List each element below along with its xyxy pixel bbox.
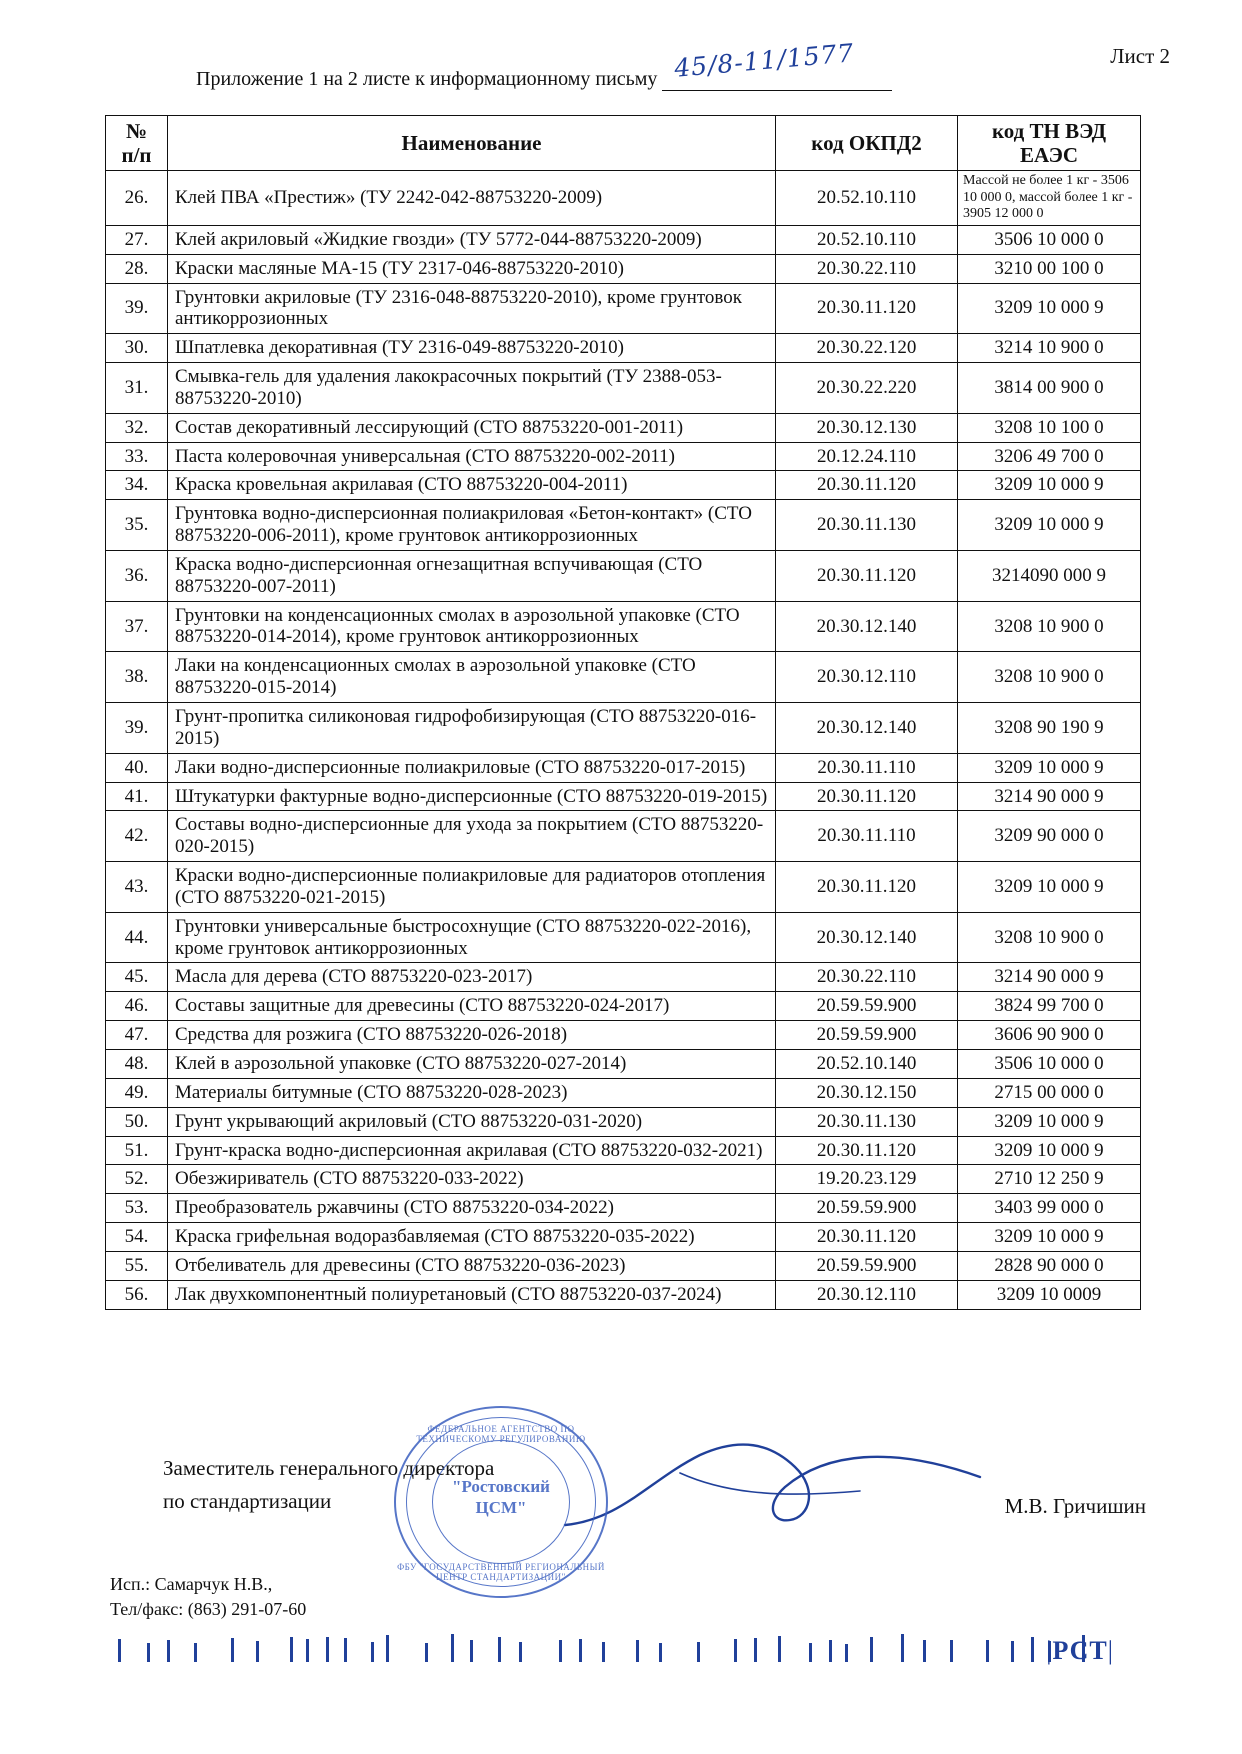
row-product-name: Грунтовки на конденсационных смолах в аэрозольной упаковке (СТО 88753220-014-2014), кроме грунтовок антикоррозионных [168,601,776,652]
row-number: 43. [106,862,168,913]
rst-logo-text: РСТ [1052,1636,1108,1665]
column-header-name: Наименование [168,116,776,171]
handwritten-signature [560,1425,1030,1545]
barcode-bar [344,1638,347,1662]
row-product-name: Отбеливатель для древесины (СТО 88753220-036-2023) [168,1251,776,1280]
barcode-bar [950,1640,953,1662]
row-number: 38. [106,652,168,703]
row-tnved-code: 3506 10 000 0 [958,225,1141,254]
row-tnved-code: 3209 10 000 9 [958,1136,1141,1165]
row-product-name: Клей в аэрозольной упаковке (СТО 88753220-027-2014) [168,1049,776,1078]
row-number: 42. [106,811,168,862]
row-number: 44. [106,912,168,963]
row-number: 50. [106,1107,168,1136]
row-number: 35. [106,500,168,551]
barcode-bar [290,1637,293,1662]
stamp-arc-top-text: ФЕДЕРАЛЬНОЕ АГЕНТСТВО ПО ТЕХНИЧЕСКОМУ РЕГУЛИРОВАНИЮ [416,1424,586,1444]
column-header-number [106,116,168,171]
table-row [106,782,1141,811]
row-product-name: Клей акриловый «Жидкие гвозди» (ТУ 5772-044-88753220-2009) [168,225,776,254]
table-header-row [106,116,1141,171]
barcode-bar [901,1634,904,1662]
row-tnved-code: 3209 90 000 0 [958,811,1141,862]
barcode-bar [1011,1641,1014,1662]
table-row [106,500,1141,551]
table-row [106,652,1141,703]
table-row [106,550,1141,601]
row-tnved-code: 3824 99 700 0 [958,992,1141,1021]
row-product-name: Грунтовки универсальные быстросохнущие (СТО 88753220-022-2016), кроме грунтовок антикоррозионных [168,912,776,963]
barcode-bar [118,1639,121,1662]
table-row [106,1223,1141,1252]
row-product-name: Масла для дерева (СТО 88753220-023-2017) [168,963,776,992]
row-product-name: Грунт-пропитка силиконовая гидрофобизирующая (СТО 88753220-016-2015) [168,703,776,754]
row-number: 27. [106,225,168,254]
row-product-name: Средства для розжига (СТО 88753220-026-2018) [168,1021,776,1050]
signature-position [163,1452,494,1517]
row-product-name: Грунт укрывающий акриловый (СТО 88753220-031-2020) [168,1107,776,1136]
row-tnved-code: Массой не более 1 кг - 3506 10 000 0, массой более 1 кг - 3905 12 000 0 [958,171,1141,226]
barcode-bar [194,1643,197,1662]
row-okpd-code: 20.59.59.900 [776,1021,958,1050]
row-number: 47. [106,1021,168,1050]
column-header-tnved-line2: ЕАЭС [1019,143,1079,168]
row-tnved-code: 3209 10 000 9 [958,862,1141,913]
row-number: 30. [106,334,168,363]
barcode-bar [829,1640,832,1663]
row-okpd-code: 20.30.11.130 [776,1107,958,1136]
barcode-bar [306,1639,309,1662]
row-tnved-code: 2710 12 250 9 [958,1165,1141,1194]
table-row [106,363,1141,414]
table-row [106,601,1141,652]
row-number: 41. [106,782,168,811]
stamp-center-line2: ЦСМ" [475,1498,527,1518]
row-tnved-code: 3208 10 900 0 [958,601,1141,652]
row-okpd-code: 20.30.11.110 [776,753,958,782]
row-okpd-code: 20.30.12.110 [776,1280,958,1309]
table-row [106,811,1141,862]
row-product-name: Клей ПВА «Престиж» (ТУ 2242-042-88753220-2009) [168,171,776,226]
barcode-bar [870,1637,873,1662]
row-okpd-code: 20.30.12.140 [776,912,958,963]
row-tnved-code: 3206 49 700 0 [958,442,1141,471]
column-header-number-line2: п/п [121,143,152,168]
row-number: 34. [106,471,168,500]
row-tnved-code: 3814 00 900 0 [958,363,1141,414]
header-text: Приложение 1 на 2 листе к информационному письму [196,68,658,90]
barcode-bar [231,1638,234,1662]
table-row [106,254,1141,283]
row-okpd-code: 20.52.10.110 [776,171,958,226]
signature-position-line2: по стандартизации [163,1488,332,1513]
table-row [106,171,1141,226]
row-number: 56. [106,1280,168,1309]
row-okpd-code: 20.52.10.110 [776,225,958,254]
row-okpd-code: 20.30.11.130 [776,500,958,551]
rst-logo [1046,1636,1114,1666]
row-product-name: Шпатлевка декоративная (ТУ 2316-049-88753220-2010) [168,334,776,363]
row-product-name: Преобразователь ржавчины (СТО 88753220-034-2022) [168,1194,776,1223]
row-okpd-code: 20.30.12.130 [776,413,958,442]
table-row [106,1280,1141,1309]
row-product-name: Лаки водно-дисперсионные полиакриловые (СТО 88753220-017-2015) [168,753,776,782]
row-product-name: Смывка-гель для удаления лакокрасочных покрытий (ТУ 2388-053-88753220-2010) [168,363,776,414]
row-tnved-code: 3208 10 100 0 [958,413,1141,442]
barcode-bar [451,1634,454,1662]
row-tnved-code: 3209 10 000 9 [958,500,1141,551]
row-number: 45. [106,963,168,992]
header-underline [662,38,892,91]
barcode-bar [386,1635,389,1662]
row-tnved-code: 3209 10 000 9 [958,471,1141,500]
phone-line: Тел/факс: (863) 291-07-60 [110,1599,307,1620]
row-tnved-code: 3209 10 000 9 [958,1107,1141,1136]
row-okpd-code: 19.20.23.129 [776,1165,958,1194]
barcode-bar [519,1642,522,1662]
row-tnved-code: 3606 90 900 0 [958,1021,1141,1050]
column-header-tnved-line1: код ТН ВЭД [991,119,1107,143]
row-number: 55. [106,1251,168,1280]
row-number: 39. [106,283,168,334]
barcode-bar [809,1643,812,1662]
row-number: 33. [106,442,168,471]
barcode-bar [559,1640,562,1662]
table-row [106,225,1141,254]
row-product-name: Лак двухкомпонентный полиуретановый (СТО 88753220-037-2024) [168,1280,776,1309]
row-product-name: Грунтовки акриловые (ТУ 2316-048-88753220-2010), кроме грунтовок антикоррозионных [168,283,776,334]
row-number: 54. [106,1223,168,1252]
row-product-name: Краска грифельная водоразбавляемая (СТО 88753220-035-2022) [168,1223,776,1252]
row-product-name: Состав декоративный лессирующий (СТО 88753220-001-2011) [168,413,776,442]
row-number: 53. [106,1194,168,1223]
barcode-bar [923,1640,926,1662]
row-tnved-code: 3208 90 190 9 [958,703,1141,754]
barcode-bar [256,1641,259,1662]
table-row [106,1107,1141,1136]
table-row [106,471,1141,500]
row-number: 28. [106,254,168,283]
document-header [196,38,892,91]
row-tnved-code: 3208 10 900 0 [958,912,1141,963]
executor-line: Исп.: Самарчук Н.В., [110,1574,273,1594]
row-okpd-code: 20.30.12.110 [776,652,958,703]
barcode-bar [754,1638,757,1662]
table-row [106,862,1141,913]
handwritten-reference-number: 45/8-11/1577 [673,38,856,83]
column-header-tnved [958,116,1141,171]
table-row [106,1165,1141,1194]
row-tnved-code: 3214090 000 9 [958,550,1141,601]
row-product-name: Составы защитные для древесины (СТО 88753220-024-2017) [168,992,776,1021]
row-okpd-code: 20.30.11.120 [776,782,958,811]
row-okpd-code: 20.59.59.900 [776,1194,958,1223]
barcode-bar [167,1640,170,1662]
row-number: 32. [106,413,168,442]
table-row [106,963,1141,992]
row-product-name: Штукатурки фактурные водно-дисперсионные (СТО 88753220-019-2015) [168,782,776,811]
row-okpd-code: 20.59.59.900 [776,1251,958,1280]
row-okpd-code: 20.30.11.110 [776,811,958,862]
row-number: 39. [106,703,168,754]
sheet-label: Лист 2 [1110,44,1170,68]
barcode-bar [579,1639,582,1662]
row-number: 51. [106,1136,168,1165]
barcode-bar [636,1640,639,1662]
barcode-bar [1031,1637,1034,1662]
row-okpd-code: 20.30.11.120 [776,471,958,500]
row-tnved-code: 3214 10 900 0 [958,334,1141,363]
barcode-bar [326,1637,329,1662]
barcode-bar [986,1640,989,1663]
row-okpd-code: 20.30.22.220 [776,363,958,414]
row-product-name: Обезжириватель (СТО 88753220-033-2022) [168,1165,776,1194]
barcode-bar [425,1643,428,1662]
row-tnved-code: 3403 99 000 0 [958,1194,1141,1223]
barcode-bar [147,1643,150,1662]
signature-position-line1: Заместитель генерального директора [163,1456,495,1480]
row-number: 52. [106,1165,168,1194]
table-row [106,1136,1141,1165]
row-number: 48. [106,1049,168,1078]
row-product-name: Материалы битумные (СТО 88753220-028-2023) [168,1078,776,1107]
row-number: 37. [106,601,168,652]
signature-name: М.В. Гричишин [1004,1494,1146,1518]
table-row [106,912,1141,963]
row-okpd-code: 20.30.11.120 [776,1223,958,1252]
barcode-bar [470,1640,473,1662]
table-row [106,1251,1141,1280]
row-product-name: Краски водно-дисперсионные полиакриловые для радиаторов отопления (СТО 88753220-021-2015) [168,862,776,913]
rst-bracket-right: | [1107,1636,1114,1665]
row-product-name: Лаки на конденсационных смолах в аэрозольной упаковке (СТО 88753220-015-2014) [168,652,776,703]
row-tnved-code: 3209 10 0009 [958,1280,1141,1309]
table-row [106,283,1141,334]
table-row [106,413,1141,442]
footer-barcode [118,1632,1118,1662]
row-okpd-code: 20.59.59.900 [776,992,958,1021]
barcode-bar [697,1642,700,1662]
row-tnved-code: 3506 10 000 0 [958,1049,1141,1078]
row-number: 26. [106,171,168,226]
row-tnved-code: 2828 90 000 0 [958,1251,1141,1280]
row-tnved-code: 2715 00 000 0 [958,1078,1141,1107]
row-okpd-code: 20.30.11.120 [776,283,958,334]
row-okpd-code: 20.12.24.110 [776,442,958,471]
barcode-bar [845,1644,848,1662]
barcode-bar [371,1642,374,1662]
row-tnved-code: 3214 90 000 9 [958,963,1141,992]
table-row [106,1049,1141,1078]
row-okpd-code: 20.30.11.120 [776,550,958,601]
row-number: 31. [106,363,168,414]
barcode-bar [602,1642,605,1662]
barcode-bar [778,1636,781,1662]
stamp-arc-bottom-text: ФБУ "ГОСУДАРСТВЕННЫЙ РЕГИОНАЛЬНЫЙ ЦЕНТР СТАНДАРТИЗАЦИИ" [397,1562,605,1582]
table-row [106,703,1141,754]
row-tnved-code: 3209 10 000 9 [958,1223,1141,1252]
row-okpd-code: 20.30.22.110 [776,254,958,283]
row-product-name: Краска водно-дисперсионная огнезащитная вспучивающая (СТО 88753220-007-2011) [168,550,776,601]
products-table [105,115,1141,1310]
table-row [106,992,1141,1021]
row-tnved-code: 3210 00 100 0 [958,254,1141,283]
column-header-number-line1: № [125,119,148,143]
table-row [106,1021,1141,1050]
row-product-name: Паста колеровочная универсальная (СТО 88753220-002-2011) [168,442,776,471]
column-header-okpd: код ОКПД2 [776,116,958,171]
row-okpd-code: 20.30.12.150 [776,1078,958,1107]
row-product-name: Составы водно-дисперсионные для ухода за покрытием (СТО 88753220-020-2015) [168,811,776,862]
row-product-name: Грунтовка водно-дисперсионная полиакриловая «Бетон-контакт» (СТО 88753220-006-2011), кроме грунтовок антикоррозионных [168,500,776,551]
row-number: 36. [106,550,168,601]
row-okpd-code: 20.30.12.140 [776,601,958,652]
row-number: 40. [106,753,168,782]
row-tnved-code: 3208 10 900 0 [958,652,1141,703]
stamp-center-line1: "Ростовский [452,1477,550,1496]
row-okpd-code: 20.30.22.110 [776,963,958,992]
table-row [106,442,1141,471]
barcode-bar [498,1637,501,1662]
table-row [106,1194,1141,1223]
row-number: 46. [106,992,168,1021]
row-tnved-code: 3209 10 000 9 [958,283,1141,334]
row-okpd-code: 20.52.10.140 [776,1049,958,1078]
contact-block [110,1572,306,1622]
row-tnved-code: 3214 90 000 9 [958,782,1141,811]
table-row [106,753,1141,782]
row-product-name: Краска кровельная акрилавая (СТО 88753220-004-2011) [168,471,776,500]
barcode-bar [734,1639,737,1662]
rst-bracket-left: | [1046,1636,1053,1665]
row-okpd-code: 20.30.11.120 [776,1136,958,1165]
row-tnved-code: 3209 10 000 9 [958,753,1141,782]
row-okpd-code: 20.30.22.120 [776,334,958,363]
row-product-name: Краски масляные МА-15 (ТУ 2317-046-88753220-2010) [168,254,776,283]
row-okpd-code: 20.30.12.140 [776,703,958,754]
table-row [106,1078,1141,1107]
row-number: 49. [106,1078,168,1107]
row-product-name: Грунт-краска водно-дисперсионная акрилавая (СТО 88753220-032-2021) [168,1136,776,1165]
table-row [106,334,1141,363]
row-okpd-code: 20.30.11.120 [776,862,958,913]
barcode-bar [659,1643,662,1662]
